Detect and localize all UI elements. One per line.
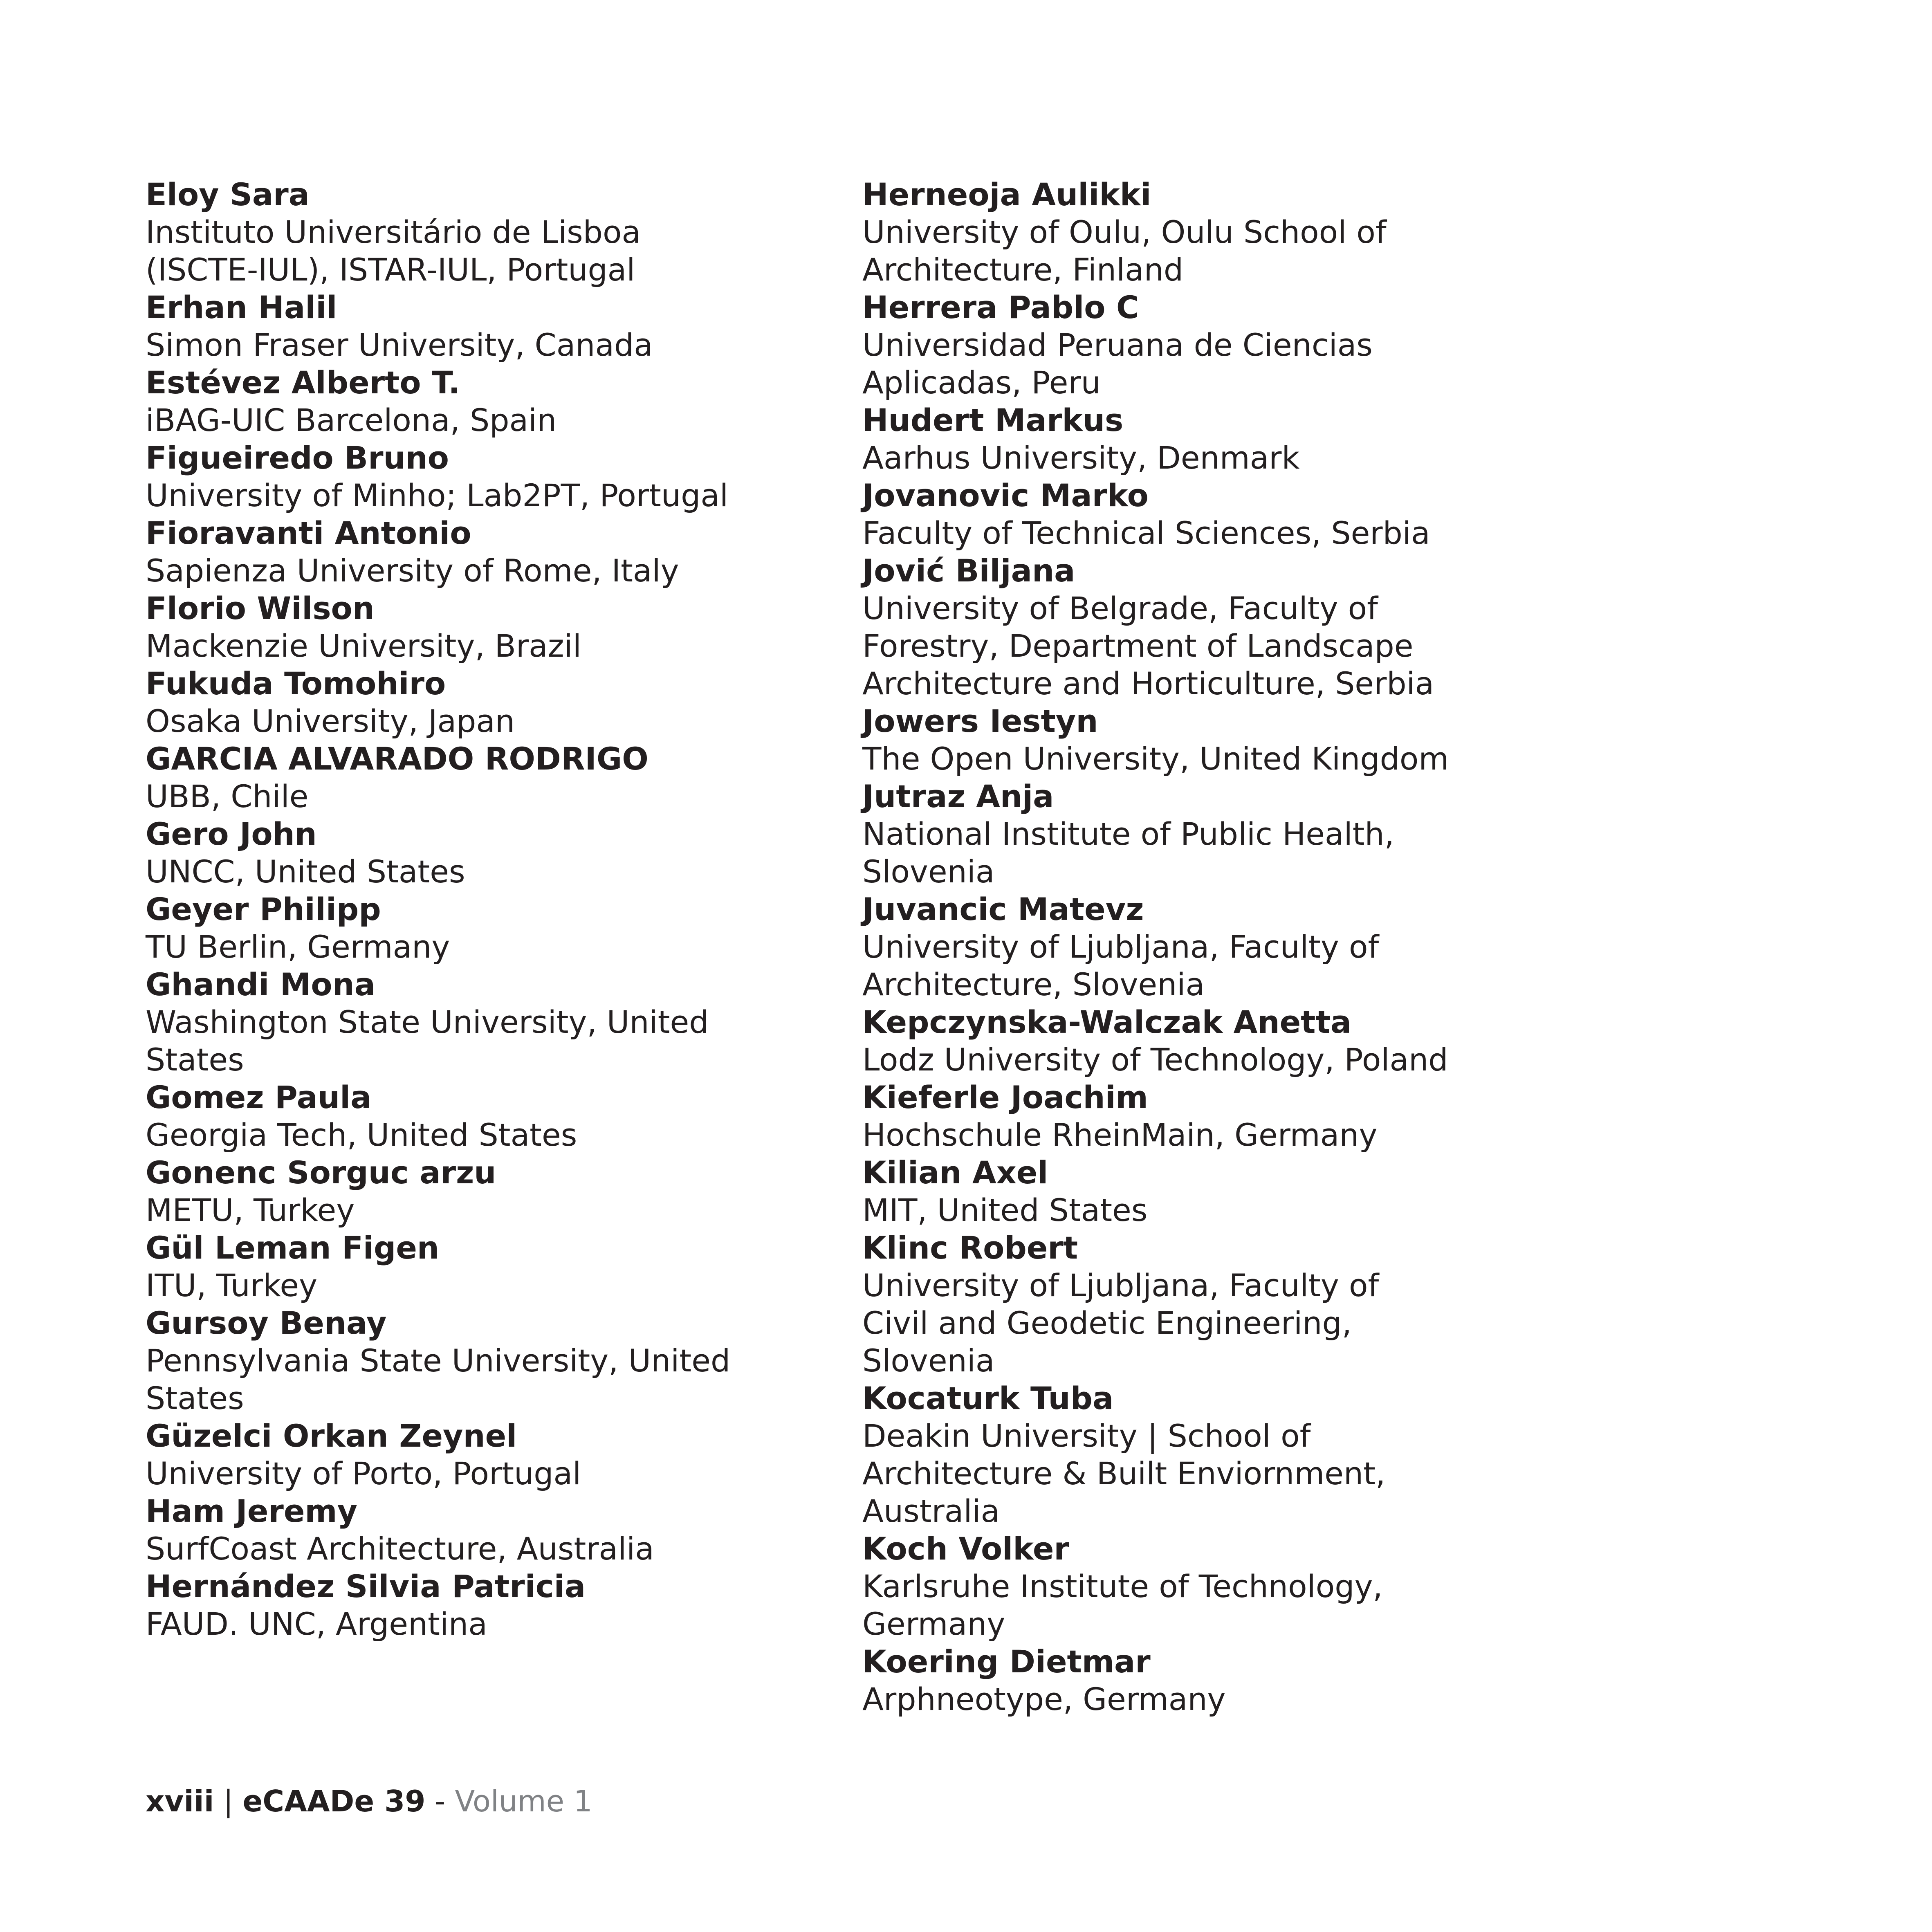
reviewer-entry xyxy=(146,289,820,364)
reviewer-entry xyxy=(862,289,1557,402)
reviewer-affiliation: Pennsylvania State University, United xyxy=(146,1342,731,1379)
reviewer-name: Gero John xyxy=(146,816,317,852)
reviewer-entry xyxy=(146,1568,820,1643)
left-column xyxy=(146,176,820,1643)
reviewer-affiliation: SurfCoast Architecture, Australia xyxy=(146,1530,654,1567)
reviewer-entry xyxy=(862,1380,1557,1530)
reviewer-affiliation: (ISCTE-IUL), ISTAR-IUL, Portugal xyxy=(146,251,635,288)
reviewer-name: Geyer Philipp xyxy=(146,891,381,927)
reviewer-affiliation: Georgia Tech, United States xyxy=(146,1117,577,1153)
reviewer-affiliation: Osaka University, Japan xyxy=(146,703,515,739)
reviewer-entry xyxy=(862,1530,1557,1643)
reviewer-name: Güzelci Orkan Zeynel xyxy=(146,1418,517,1454)
reviewer-affiliation: UNCC, United States xyxy=(146,853,465,890)
reviewer-name: Gonenc Sorguc arzu xyxy=(146,1154,496,1191)
reviewer-affiliation: Lodz University of Technology, Poland xyxy=(862,1041,1448,1078)
reviewer-entry xyxy=(146,1154,820,1229)
reviewer-entry xyxy=(862,402,1557,477)
footer-separator: | xyxy=(214,1784,243,1818)
reviewer-name: Gomez Paula xyxy=(146,1079,372,1115)
reviewer-entry xyxy=(146,1229,820,1304)
reviewer-entry xyxy=(862,1643,1557,1718)
reviewer-name: Juvancic Matevz xyxy=(862,891,1144,927)
reviewer-affiliation: ITU, Turkey xyxy=(146,1267,318,1304)
reviewer-name: Jović Biljana xyxy=(862,552,1075,589)
reviewer-entry xyxy=(862,891,1557,1003)
reviewer-entry xyxy=(862,1229,1557,1380)
reviewer-entry xyxy=(146,665,820,740)
reviewer-affiliation: Germany xyxy=(862,1606,1005,1642)
reviewer-name: Jovanovic Marko xyxy=(862,477,1149,514)
reviewer-entry xyxy=(146,1417,820,1492)
reviewer-entry xyxy=(862,552,1557,702)
reviewer-name: Koering Dietmar xyxy=(862,1643,1151,1680)
reviewer-entry xyxy=(862,778,1557,891)
reviewer-name: Ham Jeremy xyxy=(146,1493,358,1529)
page-number: xviii xyxy=(146,1784,214,1818)
reviewer-entry xyxy=(862,1003,1557,1079)
reviewer-name: Kilian Axel xyxy=(862,1154,1048,1191)
reviewer-affiliation: Architecture & Built Enviornment, xyxy=(862,1455,1386,1492)
reviewer-affiliation: University of Ljubljana, Faculty of xyxy=(862,929,1379,965)
reviewer-name: Kieferle Joachim xyxy=(862,1079,1148,1115)
footer-dash: - xyxy=(425,1784,455,1818)
reviewer-name: Estévez Alberto T. xyxy=(146,364,460,401)
reviewer-affiliation: The Open University, United Kingdom xyxy=(862,740,1449,777)
reviewer-name: GARCIA ALVARADO RODRIGO xyxy=(146,740,648,777)
reviewer-name: Fukuda Tomohiro xyxy=(146,665,446,702)
reviewer-affiliation: Architecture, Finland xyxy=(862,251,1184,288)
reviewer-affiliation: Arphneotype, Germany xyxy=(862,1681,1226,1717)
reviewer-name: Kocaturk Tuba xyxy=(862,1380,1114,1416)
reviewer-entry xyxy=(146,1492,820,1568)
reviewer-affiliation: Aplicadas, Peru xyxy=(862,364,1101,401)
reviewer-affiliation: Mackenzie University, Brazil xyxy=(146,628,581,664)
reviewer-name: Herrera Pablo C xyxy=(862,289,1139,325)
reviewer-affiliation: Slovenia xyxy=(862,853,995,890)
reviewer-affiliation: States xyxy=(146,1380,244,1416)
reviewer-affiliation: University of Belgrade, Faculty of xyxy=(862,590,1378,626)
reviewer-name: Herneoja Aulikki xyxy=(862,176,1151,213)
reviewer-entry xyxy=(146,176,820,289)
reviewer-entry xyxy=(146,1304,820,1417)
reviewer-entry xyxy=(862,1079,1557,1154)
reviewer-affiliation: UBB, Chile xyxy=(146,778,309,815)
reviewer-entry xyxy=(862,477,1557,552)
reviewer-affiliation: Architecture and Horticulture, Serbia xyxy=(862,665,1434,702)
page-footer xyxy=(146,1783,592,1820)
reviewer-affiliation: States xyxy=(146,1041,244,1078)
reviewer-entry xyxy=(146,364,820,439)
reviewer-entry xyxy=(146,514,820,590)
reviewer-affiliation: Aarhus University, Denmark xyxy=(862,440,1300,476)
reviewer-affiliation: National Institute of Public Health, xyxy=(862,816,1394,852)
reviewer-affiliation: FAUD. UNC, Argentina xyxy=(146,1606,487,1642)
reviewer-affiliation: Karlsruhe Institute of Technology, xyxy=(862,1568,1383,1604)
reviewer-affiliation: University of Oulu, Oulu School of xyxy=(862,214,1387,250)
reviewer-name: Florio Wilson xyxy=(146,590,375,626)
reviewer-affiliation: Hochschule RheinMain, Germany xyxy=(862,1117,1378,1153)
reviewer-name: Jutraz Anja xyxy=(862,778,1054,815)
reviewer-name: Figueiredo Bruno xyxy=(146,440,449,476)
reviewer-affiliation: Architecture, Slovenia xyxy=(862,966,1205,1003)
reviewer-entry xyxy=(862,176,1557,289)
reviewer-name: Kepczynska-Walczak Anetta xyxy=(862,1004,1352,1040)
reviewer-name: Erhan Halil xyxy=(146,289,337,325)
reviewer-name: Koch Volker xyxy=(862,1530,1069,1567)
reviewer-affiliation: Australia xyxy=(862,1493,1000,1529)
reviewer-affiliation: Universidad Peruana de Ciencias xyxy=(862,327,1373,363)
reviewer-affiliation: Simon Fraser University, Canada xyxy=(146,327,653,363)
reviewer-affiliation: TU Berlin, Germany xyxy=(146,929,450,965)
reviewer-affiliation: METU, Turkey xyxy=(146,1192,355,1228)
reviewer-entry xyxy=(862,702,1557,778)
reviewer-entry xyxy=(146,815,820,891)
reviewer-affiliation: University of Ljubljana, Faculty of xyxy=(862,1267,1379,1304)
reviewer-name: Jowers Iestyn xyxy=(862,703,1098,739)
reviewer-name: Gursoy Benay xyxy=(146,1305,387,1341)
reviewer-affiliation: MIT, United States xyxy=(862,1192,1148,1228)
reviewer-affiliation: University of Minho; Lab2PT, Portugal xyxy=(146,477,729,514)
reviewer-entry xyxy=(146,590,820,665)
reviewer-affiliation: Instituto Universitário de Lisboa xyxy=(146,214,641,250)
reviewer-affiliation: Washington State University, United xyxy=(146,1004,709,1040)
reviewer-name: Hudert Markus xyxy=(862,402,1124,438)
right-column xyxy=(862,176,1557,1718)
reviewer-affiliation: University of Porto, Portugal xyxy=(146,1455,581,1492)
conference-name: eCAADe 39 xyxy=(242,1784,426,1818)
reviewer-affiliation: Civil and Geodetic Engineering, xyxy=(862,1305,1352,1341)
reviewer-entry xyxy=(146,966,820,1079)
reviewer-affiliation: Slovenia xyxy=(862,1342,995,1379)
reviewer-name: Ghandi Mona xyxy=(146,966,376,1003)
reviewer-entry xyxy=(146,891,820,966)
reviewer-entry xyxy=(146,439,820,514)
reviewer-entry xyxy=(146,1079,820,1154)
reviewer-name: Fioravanti Antonio xyxy=(146,515,471,551)
reviewer-entry xyxy=(146,740,820,815)
reviewer-entry xyxy=(862,1154,1557,1229)
volume-label: Volume 1 xyxy=(455,1784,592,1818)
reviewer-name: Klinc Robert xyxy=(862,1230,1078,1266)
reviewer-name: Hernández Silvia Patricia xyxy=(146,1568,586,1604)
reviewer-affiliation: Sapienza University of Rome, Italy xyxy=(146,552,679,589)
reviewer-affiliation: Forestry, Department of Landscape xyxy=(862,628,1414,664)
reviewer-affiliation: iBAG-UIC Barcelona, Spain xyxy=(146,402,557,438)
reviewer-name: Eloy Sara xyxy=(146,176,310,213)
reviewer-affiliation: Deakin University | School of xyxy=(862,1418,1311,1454)
reviewer-affiliation: Faculty of Technical Sciences, Serbia xyxy=(862,515,1430,551)
reviewer-name: Gül Leman Figen xyxy=(146,1230,440,1266)
